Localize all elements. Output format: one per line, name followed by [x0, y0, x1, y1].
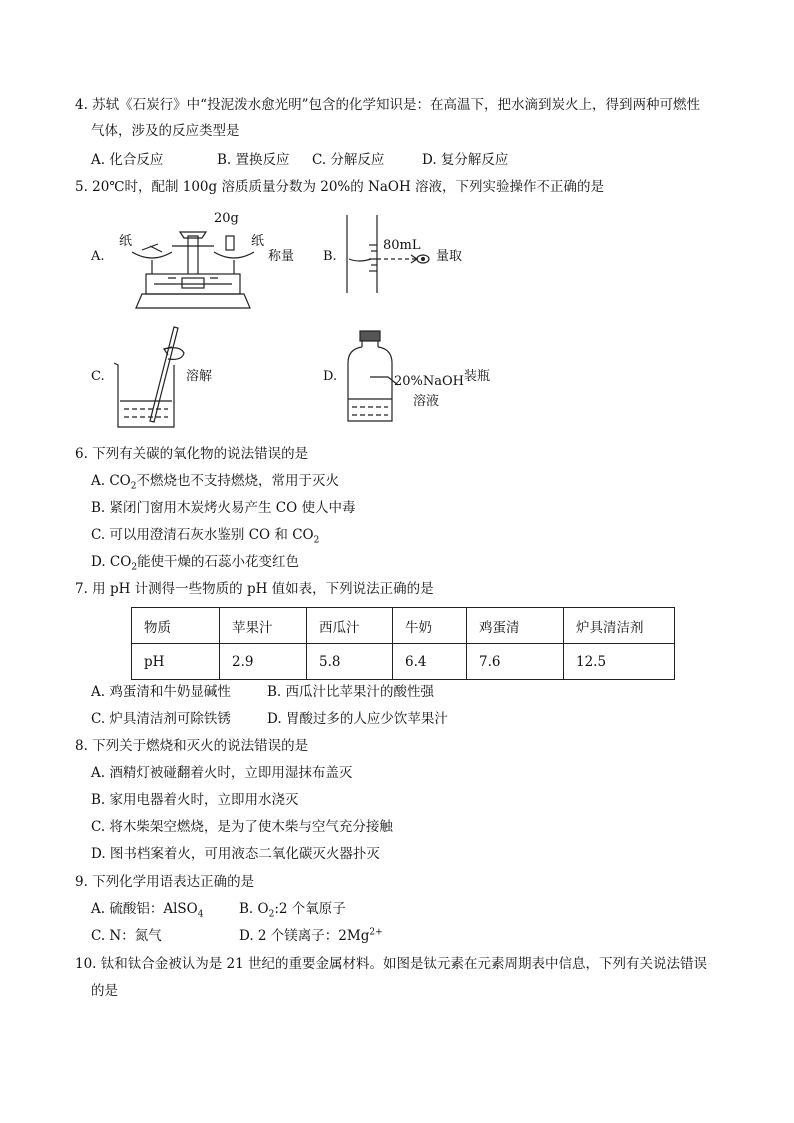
ph-header-cell: 苹果汁: [220, 608, 307, 644]
q7-option-a: A. 鸡蛋清和牛奶显碱性: [91, 684, 231, 700]
q9-option-a: A. 硫酸铝：AlSO$_4$: [91, 901, 204, 920]
ph-table-header-row: [132, 608, 675, 644]
q8-option-b: B. 家用电器着火时，立即用水浇灭: [91, 792, 299, 808]
ph-table: [131, 607, 675, 680]
balance-diagram: [128, 222, 258, 310]
ph-header-cell: 物质: [132, 608, 220, 644]
q5-d-caption: 装瓶: [464, 369, 491, 384]
q5-b-letter: B.: [323, 249, 337, 264]
q5-d-label-line2: 溶液: [413, 394, 440, 409]
q5-a-weight-label: 20g: [214, 211, 239, 226]
beaker-stirring-diagram: [112, 325, 186, 430]
q4-option-b: B. 置换反应: [217, 152, 290, 168]
q6-option-c: C. 可以用澄清石灰水鉴别 CO 和 $CO_2$: [91, 527, 320, 546]
q7-option-d: D. 胃酸过多的人应少饮苹果汁: [267, 711, 448, 727]
q5-a-letter: A.: [91, 249, 105, 264]
ph-header-cell: 西瓜汁: [307, 608, 393, 644]
q10-stem-line1: 10. 钛和钛合金被认为是 21 世纪的重要金属材料。如图是钛元素在元素周期表中信息，下列有关说法错误: [75, 956, 708, 972]
q5-a-paper-right: 纸: [251, 234, 265, 249]
q6-stem: 6. 下列有关碳的氧化物的说法错误的是: [75, 446, 309, 462]
q4-option-c: C. 分解反应: [312, 152, 385, 168]
ph-value-cell: 7.6: [467, 644, 564, 680]
ph-value-cell: 2.9: [220, 644, 307, 680]
q8-option-a: A. 酒精灯被碰翻着火时，立即用湿抹布盖灭: [91, 765, 353, 781]
q5-c-caption: 溶解: [186, 369, 213, 384]
ph-header-cell: 鸡蛋清: [467, 608, 564, 644]
q4-stem-line2: 气体，涉及的反应类型是: [91, 123, 240, 139]
q9-option-d: D. 2 个镁离子：$2Mg^{2+}$: [239, 927, 383, 944]
q5-b-caption: 量取: [436, 249, 463, 264]
graduated-cylinder-diagram: [345, 215, 435, 295]
q5-d-label-line1: 20%NaOH: [394, 374, 465, 389]
q8-option-d: D. 图书档案着火，可用液态二氧化碳灭火器扑灭: [91, 846, 380, 862]
q7-option-c: C. 炉具清洁剂可除铁锈: [91, 711, 231, 727]
ph-header-cell: 炉具清洁剂: [564, 608, 675, 644]
q4-option-d: D. 复分解反应: [422, 152, 509, 168]
q5-c-letter: C.: [91, 369, 105, 384]
ph-table-value-row: [132, 644, 675, 680]
q4-option-a: A. 化合反应: [91, 152, 164, 168]
q4-stem-line1: 4. 苏轼《石炭行》中“投泥泼水愈光明”包含的化学知识是：在高温下，把水滴到炭火上，得到两种可燃性: [75, 97, 700, 113]
q5-a-paper-left: 纸: [119, 234, 133, 249]
q5-a-caption: 称量: [268, 249, 295, 264]
q5-b-volume: 80mL: [383, 238, 421, 253]
ph-value-cell: 6.4: [393, 644, 467, 680]
q10-stem-line2: 的是: [91, 983, 118, 999]
q5-d-letter: D.: [323, 369, 338, 384]
q5-stem: 5. 20℃时，配制 100g 溶质质量分数为 20%的 NaOH 溶液，下列实验操作不正确的是: [75, 179, 605, 195]
ph-value-cell: 5.8: [307, 644, 393, 680]
q7-stem: 7. 用 pH 计测得一些物质的 pH 值如表，下列说法正确的是: [75, 581, 434, 597]
q8-option-c: C. 将木柴架空燃烧，是为了使木柴与空气充分接触: [91, 819, 393, 835]
ph-value-cell: 12.5: [564, 644, 675, 680]
q6-option-b: B. 紧闭门窗用木炭烤火易产生 CO 使人中毒: [91, 500, 356, 516]
q6-option-d: D. $CO_2$能使干燥的石蕊小花变红色: [91, 554, 300, 573]
q9-stem: 9. 下列化学用语表达正确的是: [75, 874, 255, 890]
q7-option-b: B. 西瓜汁比苹果汁的酸性强: [267, 684, 435, 700]
ph-value-cell: pH: [132, 644, 220, 680]
q6-option-a: A. $CO_2$不燃烧也不支持燃烧，常用于灭火: [91, 473, 339, 492]
q9-option-b: B. $O_2:2$ 个氧原子: [239, 901, 346, 920]
q9-option-c: C. N：氮气: [91, 928, 162, 944]
ph-header-cell: 牛奶: [393, 608, 467, 644]
reagent-bottle-diagram: [344, 329, 394, 424]
q8-stem: 8. 下列关于燃烧和灭火的说法错误的是: [75, 738, 309, 754]
